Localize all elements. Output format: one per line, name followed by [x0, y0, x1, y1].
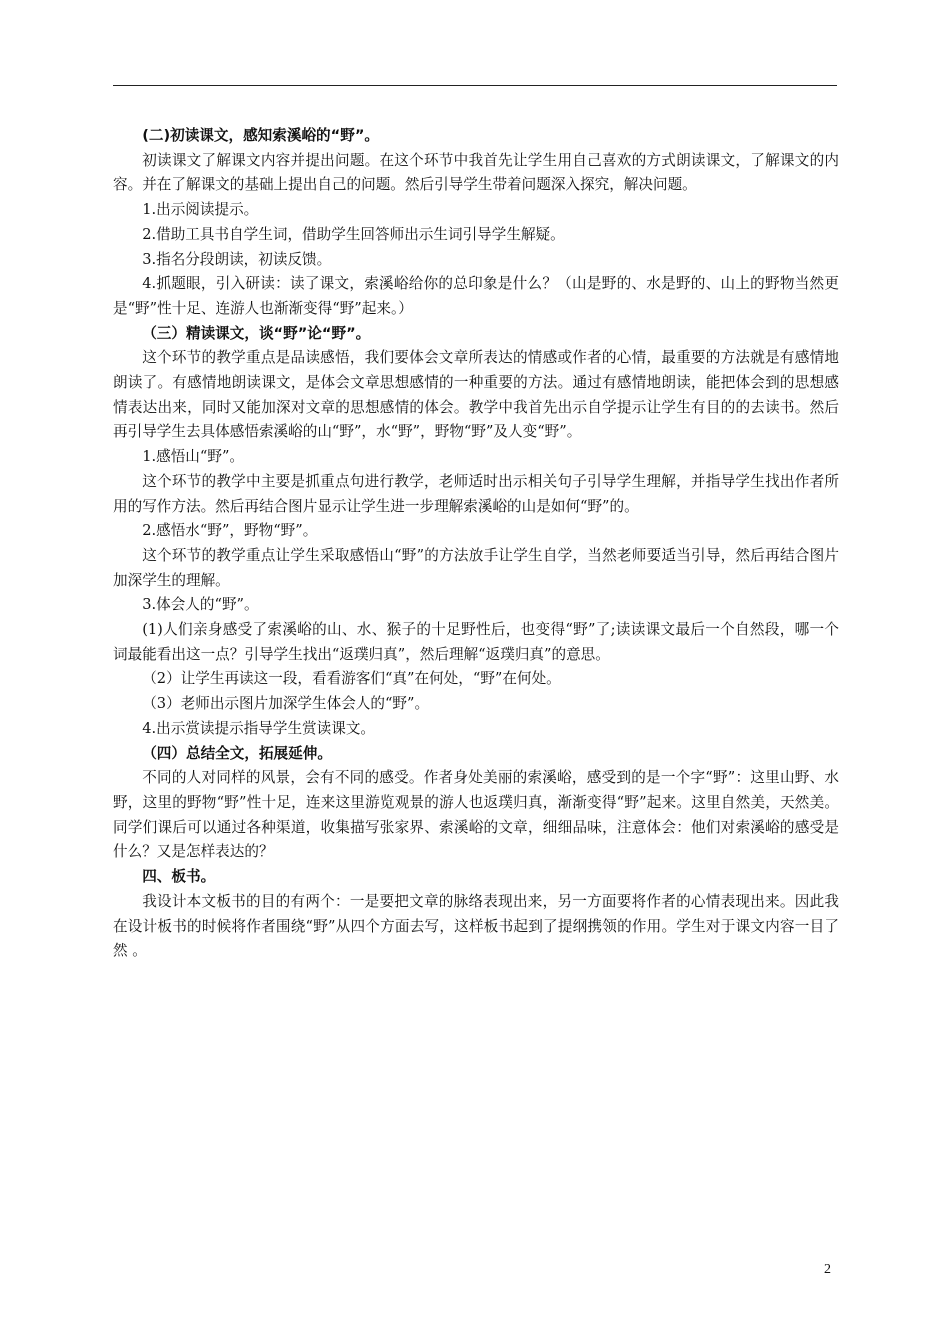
page-number: 2 — [824, 1262, 831, 1277]
section-heading-2: (二)初读课文，感知索溪峪的“野”。 — [142, 127, 380, 144]
section-heading-3: （三）精读课文，谈“野”论“野”。 — [142, 324, 371, 342]
sub-item: （3）老师出示图片加深学生体会人的“野”。 — [142, 695, 430, 713]
list-item: 1.感悟山“野”。 — [142, 448, 245, 466]
list-item: 1.出示阅读提示。 — [142, 201, 259, 219]
list-item: 2.感悟水“野”，野物“野”。 — [142, 522, 318, 540]
list-item: 3.指名分段朗读，初读反馈。 — [142, 250, 332, 268]
list-item: 4.抓题眼，引入研读：读了课文，索溪峪给你的总印象是什么？（山是野的、水是野的、山上的野物当然更是“野”性十足、连游人也渐渐变得“野”起来。） — [113, 275, 839, 317]
list-item: 4.出示赏读提示指导学生赏读课文。 — [142, 719, 376, 737]
paragraph: 不同的人对同样的风景，会有不同的感受。作者身处美丽的索溪峪，感受到的是一个字“野”：这里山野、水野，这里的野物“野”性十足，连来这里游览观景的游人也返璞归真，渐渐变得“野”起来。这里自然美，天然美。同学们课后可以通过各种渠道，收集描写张家界、索溪峪的文章，细细品味，注意体会：他们对索溪峪的感受是什么？又是怎样表达的？ — [113, 769, 839, 861]
section-heading-4: （四）总结全文，拓展延伸。 — [142, 744, 332, 762]
document-body — [113, 124, 839, 964]
paragraph: 这个环节的教学重点是品读感悟，我们要体会文章所表达的情感或作者的心情，最重要的方法就是有感情地朗读了。有感情地朗读课文，是体会文章思想感情的一种重要的方法。通过有感情地朗读，能把体会到的思想感情表达出来，同时又能加深对文章的思想感情的体会。教学中我首先出示自学提示让学生有目的的去读书。然后再引导学生去具体感悟索溪峪的山“野”，水“野”，野物“野”及人变“野”。 — [113, 349, 839, 441]
paragraph: 初读课文了解课文内容并提出问题。在这个环节中我首先让学生用自己喜欢的方式朗读课文，了解课文的内容。并在了解课文的基础上提出自己的问题。然后引导学生带着问题深入探究，解决问题。 — [113, 151, 839, 194]
list-item: 3.体会人的“野”。 — [142, 596, 259, 614]
paragraph: 这个环节的教学重点让学生采取感悟山“野”的方法放手让学生自学，当然老师要适当引导，然后再结合图片加深学生的理解。 — [113, 546, 839, 589]
paragraph: 这个环节的教学中主要是抓重点句进行教学，老师适时出示相关句子引导学生理解，并指导学生找出作者所用的写作方法。然后再结合图片显示让学生进一步理解索溪峪的山是如何“野”的。 — [113, 472, 839, 515]
sub-item: （2）让学生再读这一段，看看游客们“真”在何处，“野”在何处。 — [142, 670, 561, 688]
sub-item: (1)人们亲身感受了索溪峪的山、水、猴子的十足野性后，也变得“野”了;读读课文最后一个自然段，哪一个词最能看出这一点？引导学生找出“返璞归真”，然后理解“返璞归真”的意思。 — [113, 621, 839, 663]
list-item: 2.借助工具书自学生词，借助学生回答师出示生词引导学生解疑。 — [142, 225, 565, 243]
header-rule — [113, 85, 837, 86]
section-heading-board: 四、板书。 — [142, 868, 216, 886]
paragraph: 我设计本文板书的目的有两个：一是要把文章的脉络表现出来，另一方面要将作者的心情表现出来。因此我在设计板书的时候将作者围绕“野”从四个方面去写，这样板书起到了提纲携领的作用。学生对于课文内容一目了然 。 — [113, 892, 839, 960]
